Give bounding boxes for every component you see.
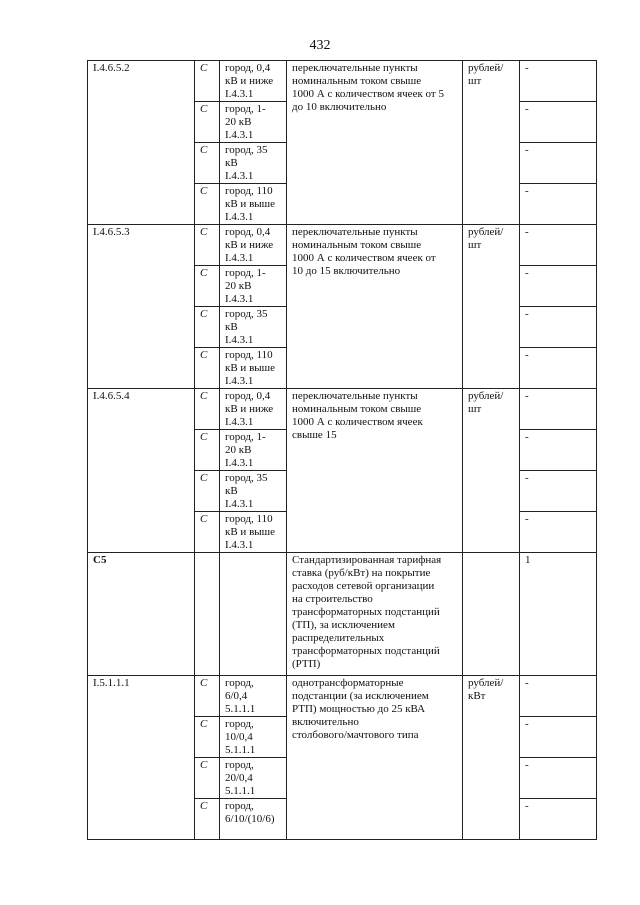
tariff-table — [87, 60, 597, 840]
text-line: 20/0,4 — [225, 772, 253, 784]
text-line: расходов сетевой организации — [292, 580, 435, 592]
voltage-class-cell — [220, 553, 287, 676]
text-line: I.4.3.1 — [225, 170, 254, 182]
description-cell — [287, 61, 463, 225]
text-line: кВ и ниже — [225, 239, 274, 251]
item-code-cell: I.5.1.1.1 — [88, 676, 195, 840]
voltage-class-cell — [220, 676, 287, 717]
text-line: город, 110 — [225, 185, 273, 197]
value-cell: - — [520, 102, 597, 143]
text-line: кВ — [225, 157, 238, 169]
value-cell: 1 — [520, 553, 597, 676]
unit-cell — [463, 553, 520, 676]
item-code-cell: I.4.6.5.4 — [88, 389, 195, 553]
text-line: I.4.3.1 — [225, 88, 254, 100]
voltage-class-cell — [220, 758, 287, 799]
voltage-class-cell — [220, 266, 287, 307]
category-letter-cell — [195, 553, 220, 676]
text-line: 5.1.1.1 — [225, 785, 256, 797]
text-line: однотрансформаторные — [292, 677, 404, 689]
text-line: рублей/ — [468, 677, 504, 689]
page-number: 432 — [309, 38, 331, 53]
category-letter-cell: С — [195, 184, 220, 225]
text-line: кВ — [225, 485, 238, 497]
category-letter-cell: С — [195, 307, 220, 348]
text-line: город, 1- — [225, 103, 266, 115]
text-line: кВ и ниже — [225, 75, 274, 87]
text-line: трансформаторных подстанций — [292, 606, 440, 618]
text-line: I.4.3.1 — [225, 539, 254, 551]
category-letter-cell: С — [195, 348, 220, 389]
table-row — [88, 389, 597, 430]
value-cell: - — [520, 143, 597, 184]
text-line: город, 35 — [225, 308, 268, 320]
value-cell: - — [520, 389, 597, 430]
text-line: включительно — [292, 716, 359, 728]
voltage-class-cell — [220, 225, 287, 266]
text-line: рублей/ — [468, 62, 504, 74]
value-cell: - — [520, 266, 597, 307]
category-letter-cell: С — [195, 266, 220, 307]
voltage-class-cell — [220, 799, 287, 840]
unit-cell — [463, 225, 520, 389]
text-line: город, 1- — [225, 267, 266, 279]
voltage-class-cell — [220, 471, 287, 512]
text-line: 1000 А с количеством ячеек — [292, 416, 423, 428]
category-letter-cell: С — [195, 102, 220, 143]
unit-cell — [463, 61, 520, 225]
item-code-cell: I.4.6.5.2 — [88, 61, 195, 225]
text-line: шт — [468, 75, 482, 87]
text-line: 1000 А с количеством ячеек от 5 — [292, 88, 444, 100]
category-letter-cell: С — [195, 512, 220, 553]
text-line: I.4.3.1 — [225, 129, 254, 141]
text-line: кВт — [468, 690, 486, 702]
description-cell — [287, 676, 463, 840]
value-cell: - — [520, 430, 597, 471]
text-line: кВ — [225, 321, 238, 333]
value-cell: - — [520, 799, 597, 840]
text-line: кВ и ниже — [225, 403, 274, 415]
category-letter-cell: С — [195, 717, 220, 758]
text-line: (РТП) — [292, 658, 321, 670]
text-line: I.4.3.1 — [225, 211, 254, 223]
text-line: город, 0,4 — [225, 62, 271, 74]
text-line: РТП) мощностью до 25 кВА — [292, 703, 426, 715]
category-letter-cell: С — [195, 389, 220, 430]
description-cell — [287, 389, 463, 553]
text-line: город, 1- — [225, 431, 266, 443]
value-cell: - — [520, 225, 597, 266]
text-line: 5.1.1.1 — [225, 703, 256, 715]
text-line: шт — [468, 239, 482, 251]
text-line: I.4.3.1 — [225, 334, 254, 346]
text-line: город, — [225, 718, 254, 730]
text-line: на строительство — [292, 593, 373, 605]
category-letter-cell: С — [195, 799, 220, 840]
item-code-cell: С5 — [88, 553, 195, 676]
text-line: город, 0,4 — [225, 226, 271, 238]
unit-cell — [463, 676, 520, 840]
text-line: распределительных — [292, 632, 385, 644]
text-line: переключательные пункты — [292, 226, 418, 238]
text-line: 1000 А с количеством ячеек от — [292, 252, 436, 264]
text-line: 20 кВ — [225, 280, 252, 292]
text-line: I.4.3.1 — [225, 457, 254, 469]
category-letter-cell: С — [195, 143, 220, 184]
category-letter-cell: С — [195, 61, 220, 102]
category-letter-cell: С — [195, 758, 220, 799]
category-letter-cell: С — [195, 471, 220, 512]
category-letter-cell: С — [195, 225, 220, 266]
description-cell — [287, 553, 463, 676]
text-line: кВ и выше — [225, 198, 276, 210]
voltage-class-cell — [220, 717, 287, 758]
text-line: 20 кВ — [225, 116, 252, 128]
text-line: трансформаторных подстанций — [292, 645, 440, 657]
value-cell: - — [520, 61, 597, 102]
voltage-class-cell — [220, 143, 287, 184]
table-row-c5 — [88, 553, 597, 676]
voltage-class-cell — [220, 61, 287, 102]
text-line: рублей/ — [468, 390, 504, 402]
value-cell: - — [520, 471, 597, 512]
voltage-class-cell — [220, 389, 287, 430]
item-code-cell: I.4.6.5.3 — [88, 225, 195, 389]
text-line: до 10 включительно — [292, 101, 387, 113]
text-line: 6/10/(10/6) — [225, 813, 275, 825]
voltage-class-cell — [220, 102, 287, 143]
table-row — [88, 676, 597, 717]
text-line: рублей/ — [468, 226, 504, 238]
text-line: I.4.3.1 — [225, 293, 254, 305]
text-line: I.4.3.1 — [225, 252, 254, 264]
text-line: кВ и выше — [225, 362, 276, 374]
voltage-class-cell — [220, 512, 287, 553]
voltage-class-cell — [220, 184, 287, 225]
text-line: I.4.3.1 — [225, 498, 254, 510]
value-cell: - — [520, 184, 597, 225]
text-line: город, 0,4 — [225, 390, 271, 402]
category-letter-cell: С — [195, 430, 220, 471]
text-line: номинальным током свыше — [292, 239, 422, 251]
text-line: подстанции (за исключением — [292, 690, 429, 702]
value-cell: - — [520, 512, 597, 553]
text-line: 10/0,4 — [225, 731, 253, 743]
table-row — [88, 225, 597, 266]
text-line: I.4.3.1 — [225, 375, 254, 387]
value-cell: - — [520, 717, 597, 758]
text-line: кВ и выше — [225, 526, 276, 538]
text-line: город, 110 — [225, 513, 273, 525]
text-line: город, — [225, 759, 254, 771]
text-line: номинальным током свыше — [292, 75, 422, 87]
text-line: свыше 15 — [292, 429, 337, 441]
text-line: 5.1.1.1 — [225, 744, 256, 756]
unit-cell — [463, 389, 520, 553]
table-row — [88, 61, 597, 102]
voltage-class-cell — [220, 430, 287, 471]
value-cell: - — [520, 758, 597, 799]
text-line: город, 35 — [225, 144, 268, 156]
text-line: Стандартизированная тарифная — [292, 554, 442, 566]
text-line: 20 кВ — [225, 444, 252, 456]
category-letter-cell: С — [195, 676, 220, 717]
text-line: город, 110 — [225, 349, 273, 361]
text-line: ставка (руб/кВт) на покрытие — [292, 567, 431, 579]
value-cell: - — [520, 348, 597, 389]
text-line: I.4.3.1 — [225, 416, 254, 428]
text-line: переключательные пункты — [292, 62, 418, 74]
text-line: город, 35 — [225, 472, 268, 484]
value-cell: - — [520, 676, 597, 717]
text-line: шт — [468, 403, 482, 415]
description-cell — [287, 225, 463, 389]
text-line: 6/0,4 — [225, 690, 248, 702]
voltage-class-cell — [220, 348, 287, 389]
voltage-class-cell — [220, 307, 287, 348]
text-line: переключательные пункты — [292, 390, 418, 402]
text-line: город, — [225, 677, 254, 689]
text-line: город, — [225, 800, 254, 812]
text-line: 10 до 15 включительно — [292, 265, 401, 277]
text-line: столбового/мачтового типа — [292, 729, 419, 741]
text-line: номинальным током свыше — [292, 403, 422, 415]
value-cell: - — [520, 307, 597, 348]
text-line: (ТП), за исключением — [292, 619, 395, 631]
